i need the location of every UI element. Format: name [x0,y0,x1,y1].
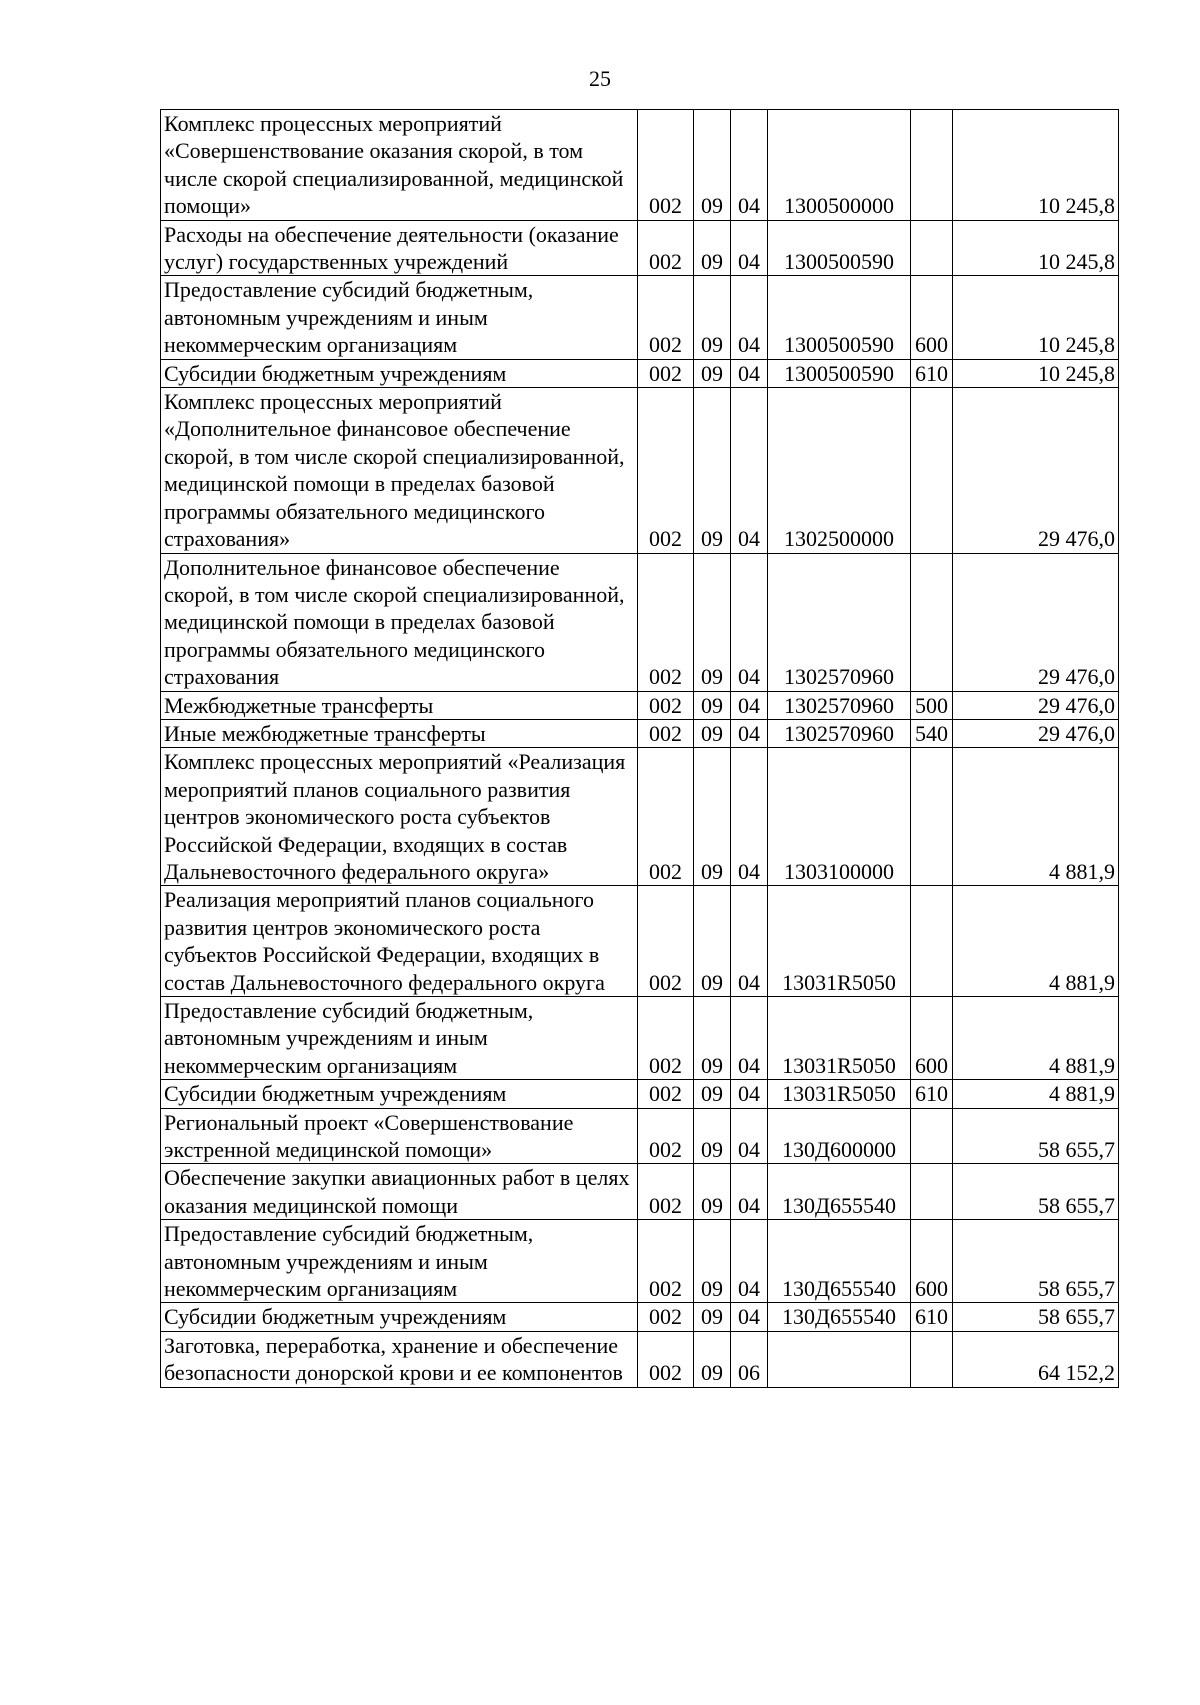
amount: 64 152,2 [953,1331,1119,1387]
amount: 10 245,8 [953,359,1119,387]
section-code: 09 [694,1220,731,1303]
amount: 58 655,7 [953,1164,1119,1220]
section-code: 09 [694,359,731,387]
section-code: 09 [694,276,731,359]
amount: 10 245,8 [953,110,1119,221]
expense-type-code [911,388,953,553]
subsection-code: 04 [731,276,768,359]
subsection-code: 04 [731,997,768,1080]
amount: 29 476,0 [953,388,1119,553]
section-code: 09 [694,748,731,886]
grbs-code: 002 [638,110,694,221]
expense-type-code [911,1164,953,1220]
amount: 58 655,7 [953,1220,1119,1303]
subsection-code: 04 [731,220,768,276]
expense-name: Обеспечение закупки авиационных работ в целях оказания медицинской помощи [161,1164,638,1220]
table-row [161,1303,1119,1331]
table-row [161,1080,1119,1108]
expense-name: Региональный проект «Совершенствование экстренной медицинской помощи» [161,1108,638,1164]
grbs-code: 002 [638,220,694,276]
target-article-code: 1300500590 [768,220,911,276]
expense-type-code: 610 [911,1303,953,1331]
target-article-code [768,1331,911,1387]
expense-name: Комплекс процессных мероприятий «Совершенствование оказания скорой, в том числе скорой специализированной, медицинской помощи» [161,110,638,221]
subsection-code: 04 [731,748,768,886]
section-code: 09 [694,719,731,747]
expense-name: Реализация мероприятий планов социального развития центров экономического роста субъектов Российской Федерации, входящих в состав Дальневосточного федерального округа [161,886,638,997]
expense-type-code: 610 [911,359,953,387]
target-article-code: 1302500000 [768,388,911,553]
subsection-code: 04 [731,388,768,553]
subsection-code: 04 [731,719,768,747]
subsection-code: 04 [731,1164,768,1220]
section-code: 09 [694,220,731,276]
grbs-code: 002 [638,553,694,691]
amount: 29 476,0 [953,553,1119,691]
section-code: 09 [694,388,731,553]
budget-table-body [161,110,1119,1388]
expense-type-code [911,748,953,886]
subsection-code: 04 [731,553,768,691]
table-row [161,1108,1119,1164]
budget-table [160,109,1119,1388]
target-article-code: 130Д655540 [768,1303,911,1331]
section-code: 09 [694,997,731,1080]
subsection-code: 04 [731,1220,768,1303]
grbs-code: 002 [638,388,694,553]
expense-name: Предоставление субсидий бюджетным, автономным учреждениям и иным некоммерческим организациям [161,997,638,1080]
expense-name: Субсидии бюджетным учреждениям [161,1080,638,1108]
target-article-code: 1303100000 [768,748,911,886]
expense-name: Предоставление субсидий бюджетным, автономным учреждениям и иным некоммерческим организациям [161,1220,638,1303]
amount: 10 245,8 [953,276,1119,359]
expense-type-code [911,110,953,221]
expense-name: Иные межбюджетные трансферты [161,719,638,747]
grbs-code: 002 [638,886,694,997]
section-code: 09 [694,553,731,691]
target-article-code: 1300500000 [768,110,911,221]
expense-type-code: 600 [911,1220,953,1303]
page-number: 25 [589,66,611,91]
expense-type-code [911,553,953,691]
table-row [161,748,1119,886]
subsection-code: 04 [731,886,768,997]
grbs-code: 002 [638,748,694,886]
grbs-code: 002 [638,276,694,359]
grbs-code: 002 [638,997,694,1080]
expense-type-code: 610 [911,1080,953,1108]
amount: 29 476,0 [953,719,1119,747]
amount: 4 881,9 [953,886,1119,997]
target-article-code: 13031R5050 [768,1080,911,1108]
grbs-code: 002 [638,1220,694,1303]
table-row [161,997,1119,1080]
target-article-code: 1300500590 [768,359,911,387]
table-row [161,1164,1119,1220]
expense-type-code: 600 [911,276,953,359]
amount: 58 655,7 [953,1108,1119,1164]
expense-type-code [911,886,953,997]
section-code: 09 [694,886,731,997]
expense-name: Межбюджетные трансферты [161,691,638,719]
expense-type-code: 500 [911,691,953,719]
table-row [161,388,1119,553]
subsection-code: 04 [731,359,768,387]
table-row [161,110,1119,221]
expense-name: Комплекс процессных мероприятий «Дополнительное финансовое обеспечение скорой, в том числе скорой специализированной, медицинской помощи в пределах базовой программы обязательного медицинского страхования» [161,388,638,553]
amount: 58 655,7 [953,1303,1119,1331]
grbs-code: 002 [638,1164,694,1220]
subsection-code: 04 [731,1080,768,1108]
grbs-code: 002 [638,1303,694,1331]
section-code: 09 [694,110,731,221]
target-article-code: 1302570960 [768,719,911,747]
table-row [161,553,1119,691]
target-article-code: 130Д600000 [768,1108,911,1164]
section-code: 09 [694,1108,731,1164]
expense-name: Субсидии бюджетным учреждениям [161,1303,638,1331]
target-article-code: 130Д655540 [768,1220,911,1303]
amount: 4 881,9 [953,997,1119,1080]
target-article-code: 1302570960 [768,553,911,691]
target-article-code: 1302570960 [768,691,911,719]
table-row [161,719,1119,747]
expense-name: Субсидии бюджетным учреждениям [161,359,638,387]
expense-name: Предоставление субсидий бюджетным, автономным учреждениям и иным некоммерческим организациям [161,276,638,359]
table-row [161,1331,1119,1387]
grbs-code: 002 [638,1108,694,1164]
section-code: 09 [694,1303,731,1331]
subsection-code: 04 [731,691,768,719]
table-row [161,1220,1119,1303]
expense-name: Расходы на обеспечение деятельности (оказание услуг) государственных учреждений [161,220,638,276]
target-article-code: 13031R5050 [768,886,911,997]
table-row [161,359,1119,387]
grbs-code: 002 [638,691,694,719]
table-row [161,886,1119,997]
target-article-code: 13031R5050 [768,997,911,1080]
table-row [161,276,1119,359]
section-code: 09 [694,1164,731,1220]
subsection-code: 04 [731,1303,768,1331]
expense-type-code [911,220,953,276]
section-code: 09 [694,691,731,719]
table-row [161,691,1119,719]
grbs-code: 002 [638,1080,694,1108]
target-article-code: 1300500590 [768,276,911,359]
grbs-code: 002 [638,719,694,747]
expense-type-code: 540 [911,719,953,747]
expense-type-code [911,1108,953,1164]
target-article-code: 130Д655540 [768,1164,911,1220]
subsection-code: 06 [731,1331,768,1387]
section-code: 09 [694,1331,731,1387]
subsection-code: 04 [731,110,768,221]
grbs-code: 002 [638,1331,694,1387]
amount: 4 881,9 [953,1080,1119,1108]
table-row [161,220,1119,276]
amount: 10 245,8 [953,220,1119,276]
expense-name: Дополнительное финансовое обеспечение скорой, в том числе скорой специализированной, медицинской помощи в пределах базовой программы обязательного медицинского страхования [161,553,638,691]
expense-type-code [911,1331,953,1387]
grbs-code: 002 [638,359,694,387]
expense-name: Комплекс процессных мероприятий «Реализация мероприятий планов социального развития центров экономического роста субъектов Российской Федерации, входящих в состав Дальневосточного федерального округа» [161,748,638,886]
amount: 4 881,9 [953,748,1119,886]
expense-type-code: 600 [911,997,953,1080]
expense-name: Заготовка, переработка, хранение и обеспечение безопасности донорской крови и ее компонентов [161,1331,638,1387]
subsection-code: 04 [731,1108,768,1164]
amount: 29 476,0 [953,691,1119,719]
section-code: 09 [694,1080,731,1108]
